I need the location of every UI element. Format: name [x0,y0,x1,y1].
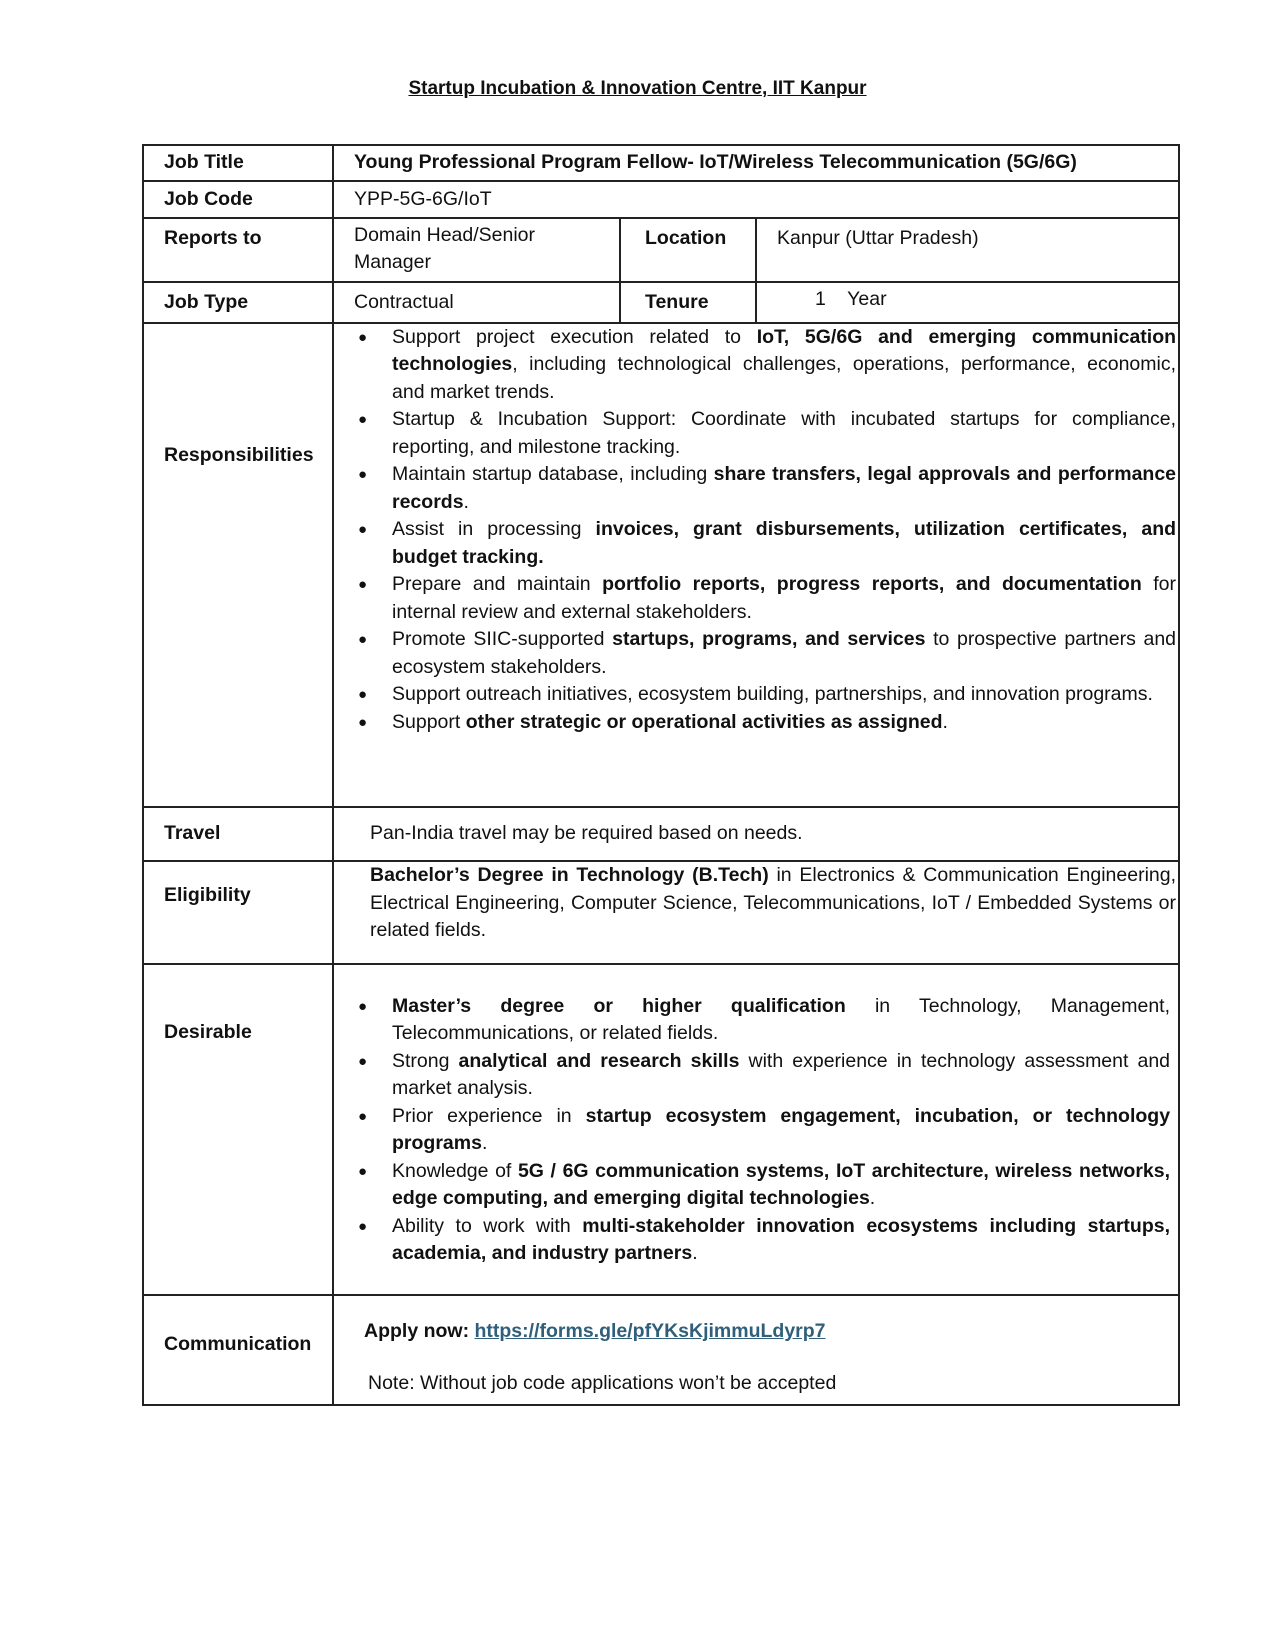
desirable-item [392,1158,1170,1213]
responsibility-text: , including technological challenges, operations, performance, economic, and market trends. [392,353,1177,403]
desirable-list [354,993,1170,1268]
responsibility-item [392,571,1176,626]
responsibility-item [392,709,1176,737]
job-type-label: Job Type [143,282,333,322]
job-title-label: Job Title [143,145,333,181]
responsibility-text: . [942,710,948,733]
desirable-emphasis: multi-stakeholder innovation ecosystems including startups, academia, and industry partners [392,1214,1171,1265]
responsibility-emphasis: IoT, 5G/6G and emerging communication technologies [392,325,1177,375]
desirable-item [392,1103,1170,1158]
page-title: Startup Incubation & Innovation Centre, IIT Kanpur [408,78,867,99]
responsibility-text: for internal review and external stakeholders. [392,573,1177,623]
reports-to-label: Reports to [143,218,333,283]
responsibility-item [392,324,1176,407]
desirable-text: Prior experience in [392,1104,586,1127]
desirable-text: . [869,1187,876,1210]
desirable-text: Ability to work with [392,1214,583,1237]
travel-value: Pan-India travel may be required based on needs. [333,807,1179,861]
desirable-text: Strong [392,1049,459,1072]
responsibility-text: Maintain startup database, including [392,463,714,485]
responsibility-text: to prospective partners and ecosystem stakeholders. [392,628,1177,678]
responsibility-item [392,626,1176,681]
responsibility-text: Prepare and maintain [392,573,603,595]
responsibility-text: Assist in processing [392,518,596,540]
desirable-text: . [481,1132,488,1155]
job-description-table [142,144,1180,1406]
desirable-item [392,1048,1170,1103]
desirable-item [392,993,1170,1048]
travel-label: Travel [143,807,333,861]
reports-to-value: Domain Head/Senior Manager [333,218,620,283]
responsibility-item [392,681,1176,709]
job-type-value: Contractual [333,282,620,322]
responsibility-emphasis: startups, programs, and services [612,628,926,650]
responsibility-text: Support project execution related to [392,325,757,348]
responsibility-emphasis: other strategic or operational activities as assigned [465,710,943,733]
desirable-text: . [692,1242,698,1265]
desirable-text: in Technology, Management, Telecommunications, or related fields. [392,994,1171,1045]
communication-value [333,1295,1179,1405]
job-code-label: Job Code [143,181,333,217]
responsibility-text: Support [392,710,466,733]
tenure-label: Tenure [620,282,756,322]
job-code-value: YPP-5G-6G/IoT [333,181,1179,217]
desirable-label: Desirable [143,964,333,1295]
responsibilities-list [354,324,1176,737]
responsibility-text: . [463,490,469,513]
responsibilities-label: Responsibilities [143,323,333,807]
responsibility-text: Support outreach initiatives, ecosystem building, partnerships, and innovation programs. [392,683,1153,705]
job-code-note: Note: Without job code applications won’t be accepted [368,1371,837,1394]
apply-form-link[interactable]: https://forms.gle/pfYKsKjimmuLdyrp7 [474,1320,826,1343]
responsibility-item [392,516,1176,571]
responsibility-emphasis: share transfers, legal approvals and performance records [392,463,1177,513]
desirable-text: Knowledge of [392,1159,518,1182]
desirable-emphasis: 5G / 6G communication systems, IoT architecture, wireless networks, edge computing, and emerging digital technologies [392,1159,1171,1210]
responsibility-emphasis: portfolio reports, progress reports, and documentation [602,573,1142,595]
location-label: Location [620,218,756,283]
responsibility-emphasis: invoices, grant disbursements, utilization certificates, and budget tracking. [392,518,1177,568]
desirable-text: with experience in technology assessment and market analysis. [392,1049,1171,1100]
desirable-emphasis: Master’s degree or higher qualification [392,994,846,1017]
eligibility-degree: Bachelor’s Degree in Technology (B.Tech) [370,864,769,887]
responsibility-text: Promote SIIC-supported [392,628,613,650]
job-title-value: Young Professional Program Fellow- IoT/Wireless Telecommunication (5G/6G) [333,145,1179,181]
eligibility-label: Eligibility [143,861,333,964]
responsibility-item [392,461,1176,516]
apply-now-label: Apply now: [364,1320,475,1343]
desirable-emphasis: analytical and research skills [458,1049,740,1072]
eligibility-fields: in Electronics & Communication Engineering, Electrical Engineering, Computer Science, Telecommunications, IoT / Embedded Systems or related fields. [370,864,1177,942]
desirable-item [392,1213,1170,1268]
communication-label: Communication [143,1295,333,1405]
desirable-emphasis: startup ecosystem engagement, incubation, or technology programs [392,1104,1171,1155]
responsibility-text: Startup & Incubation Support: Coordinate with incubated startups for compliance, reporting, and milestone tracking. [392,408,1177,458]
location-value: Kanpur (Uttar Pradesh) [756,218,1179,283]
tenure-value: 1 Year [756,282,1179,322]
eligibility-value [333,861,1179,964]
responsibility-item [392,406,1176,461]
